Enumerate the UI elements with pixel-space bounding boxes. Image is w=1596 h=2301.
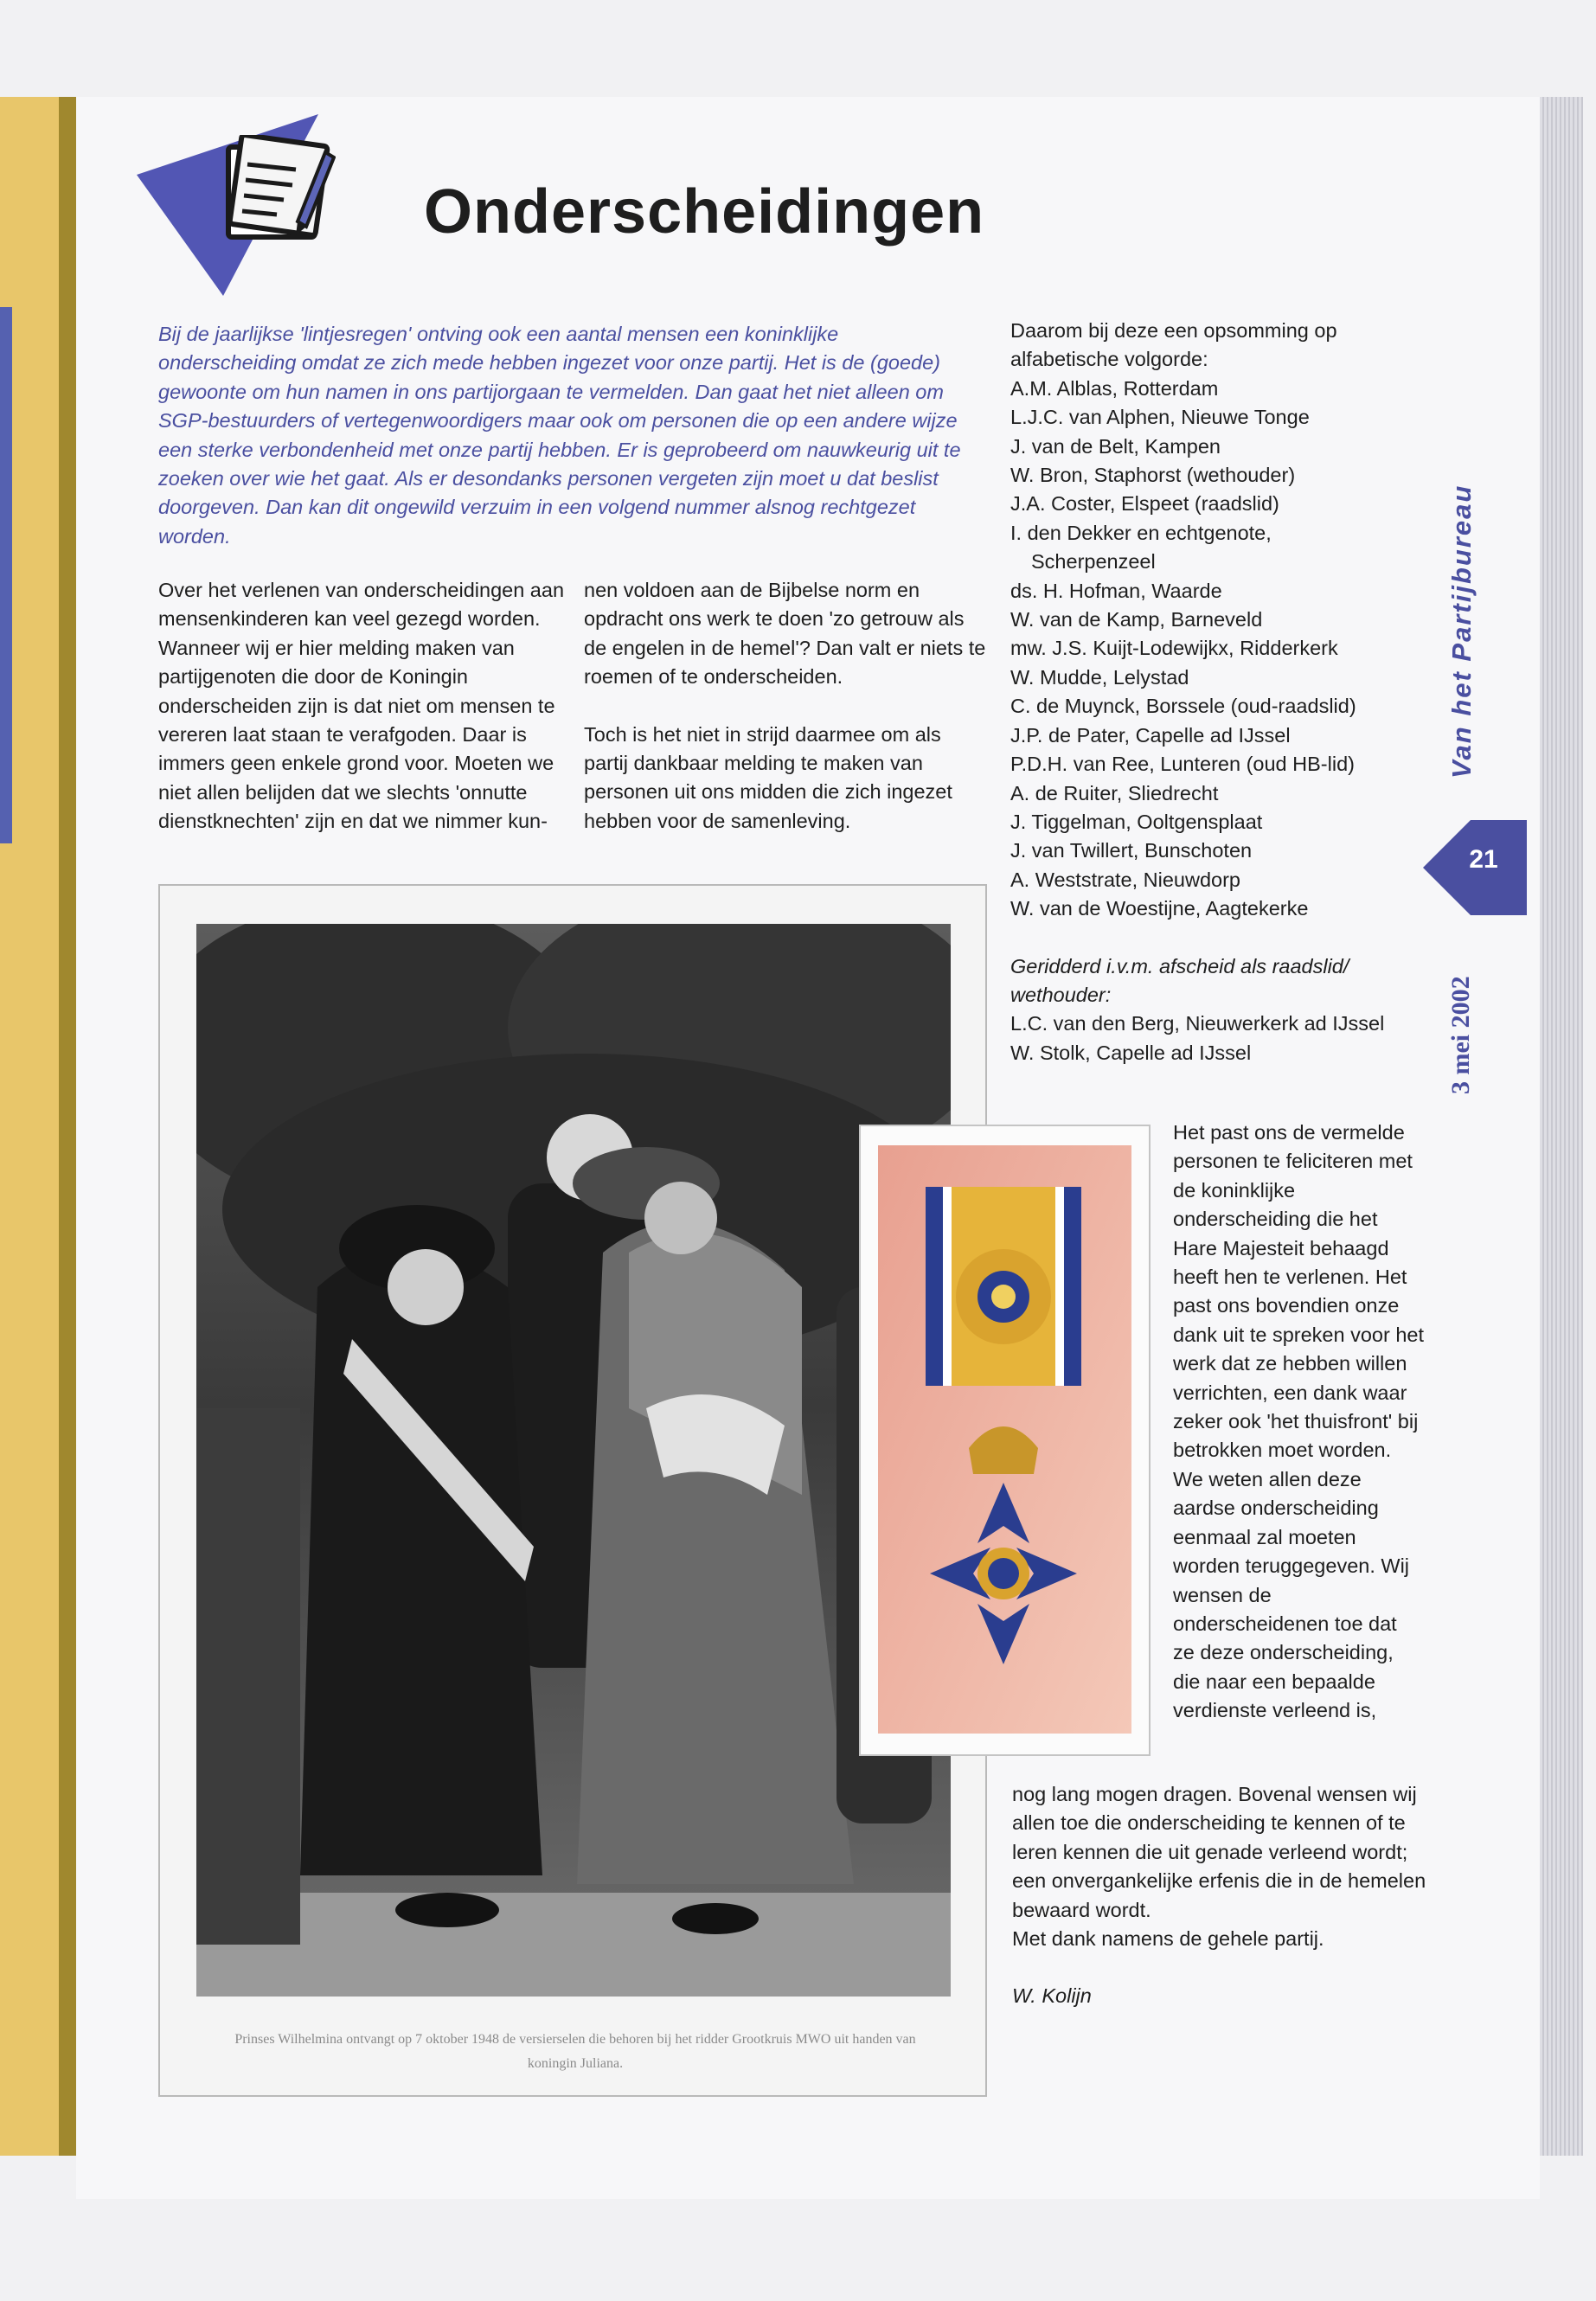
historic-photo bbox=[196, 924, 951, 1997]
list-item: ds. H. Hofman, Waarde bbox=[1010, 579, 1222, 602]
body-paragraph: Toch is het niet in strijd daarmee om als partij dankbaar melding te maken van personen uit ons midden die zich ingezet hebben voor de samenleving. bbox=[584, 722, 952, 832]
list-item: J. van Twillert, Bunschoten bbox=[1010, 839, 1253, 862]
list-item: L.C. van den Berg, Nieuwerkerk ad IJssel bbox=[1010, 1012, 1385, 1035]
honours-list bbox=[1010, 375, 1434, 924]
list-item: W. Mudde, Lelystad bbox=[1010, 665, 1189, 689]
list-item: J. Tiggelman, Ooltgensplaat bbox=[1010, 810, 1263, 833]
list-item: C. de Muynck, Borssele (oud-raadslid) bbox=[1010, 695, 1356, 718]
spine-accent bbox=[0, 307, 12, 843]
body-column-1 bbox=[158, 576, 565, 865]
closing-text-beside-medal: Het past ons de vermelde personen te feliciteren met de koninklijke onderscheiding die het Hare Majesteit behaagd heeft hen te verlenen. Het past ons bovendien onze dank uit te spreken voor het werk dat ze hebben willen verrichten, een dank waar zeker ook 'het thuisfront' bij betrokken moet worden. We weten allen deze aardse onderscheiding eenmaal zal moeten worden teruggegeven. Wij wensen de onderscheidenen toe dat ze deze onderscheiding, die naar een bepaalde verdienste verleend is, bbox=[1173, 1121, 1425, 1722]
knighted-label: Geridderd i.v.m. afscheid als raadslid/ wethouder: bbox=[1010, 954, 1349, 1006]
intro-paragraph: Bij de jaarlijkse 'lintjesregen' ontving ook een aantal mensen een koninklijke onderscheiding omdat ze zich mede hebben ingezet voor onze partij. Het is de (goede) gewoonte om hun namen in ons partijorgaan te vermelden. Dan gaat het niet alleen om SGP-bestuurders of vertegenwoordigers maar ook om personen die op een andere wijze een sterke verbondenheid met onze partij hebben. Er is geprobeerd om nauwkeurig uit te zoeken over wie het gaat. Als er desondanks personen vergeten zijn moet u dat beslist doorgeven. Dan kan dit ongewild verzuim in een volgend nummer alsnog rechtgezet worden. bbox=[158, 323, 961, 548]
body-paragraph: Over het verlenen van onderscheidingen aan mensenkinderen kan veel gezegd worden. Wanneer wij er hier melding maken van partijgenoten die door de Koningin onderscheiden zijn is dat niet om mensen te vereren laat staan te verafgoden. Daar is immers geen enkele grond voor. Moeten we niet allen belijden dat we slechts 'onnutte dienstknechten' zijn en dat we nimmer kun- bbox=[158, 579, 565, 833]
pen-and-paper-icon bbox=[223, 135, 336, 247]
list-intro: Daarom bij deze een opsomming op alfabetische volgorde: bbox=[1010, 319, 1337, 371]
body-column-2 bbox=[584, 576, 990, 864]
list-item: W. van de Woestijne, Aagtekerke bbox=[1010, 897, 1309, 920]
list-item: mw. J.S. Kuijt-Lodewijkx, Ridderkerk bbox=[1010, 637, 1338, 660]
closing-paragraph: nog lang mogen dragen. Bovenal wensen wij allen toe die onderscheiding te kennen of te leren kennen die uit genade verleend wordt; een onvergankelijke erfenis die in de hemelen bewaard wordt. bbox=[1012, 1783, 1426, 1921]
list-item: A.M. Alblas, Rotterdam bbox=[1010, 376, 1219, 400]
list-item: J. van de Belt, Kampen bbox=[1010, 434, 1221, 458]
spine-shadow bbox=[59, 97, 76, 2156]
section-title: Van het Partijbureau bbox=[1446, 484, 1477, 779]
list-item: W. van de Kamp, Barneveld bbox=[1010, 608, 1263, 631]
author-signature: W. Kolijn bbox=[1012, 1984, 1092, 2008]
list-item: L.J.C. van Alphen, Nieuwe Tonge bbox=[1010, 406, 1310, 429]
honours-list-column bbox=[1010, 317, 1434, 1067]
list-item: J.A. Coster, Elspeet (raadslid) bbox=[1010, 492, 1279, 516]
medal-icon bbox=[878, 1145, 1131, 1734]
page-number: 21 bbox=[1469, 845, 1498, 874]
list-item: J.P. de Pater, Capelle ad IJssel bbox=[1010, 723, 1291, 747]
issue-date: 3 mei 2002 bbox=[1446, 976, 1475, 1094]
list-item: P.D.H. van Ree, Lunteren (oud HB-lid) bbox=[1010, 753, 1355, 776]
closing-text bbox=[1012, 1780, 1427, 2011]
list-item: I. den Dekker en echtgenote, bbox=[1010, 521, 1272, 544]
list-item: W. Stolk, Capelle ad IJssel bbox=[1010, 1041, 1252, 1064]
photo-caption: Prinses Wilhelmina ontvangt op 7 oktober 1948 de versierselen die behoren bij het ridder Grootkruis MWO uit handen van koningin Juliana. bbox=[234, 2032, 916, 2071]
closing-thanks: Met dank namens de gehele partij. bbox=[1012, 1927, 1324, 1951]
list-item: Scherpenzeel bbox=[1031, 550, 1156, 574]
page-title: Onderscheidingen bbox=[424, 177, 985, 247]
medal-photo-frame bbox=[859, 1125, 1151, 1756]
body-paragraph: nen voldoen aan de Bijbelse norm en opdracht ons werk te doen 'zo getrouw als de engelen in de hemel'? Dan valt er niets te roemen of te onderscheiden. bbox=[584, 579, 986, 689]
list-item: W. Bron, Staphorst (wethouder) bbox=[1010, 464, 1296, 487]
list-item: A. Weststrate, Nieuwdorp bbox=[1010, 868, 1241, 891]
list-item: A. de Ruiter, Sliedrecht bbox=[1010, 781, 1219, 804]
knighted-list bbox=[1010, 1009, 1434, 1067]
